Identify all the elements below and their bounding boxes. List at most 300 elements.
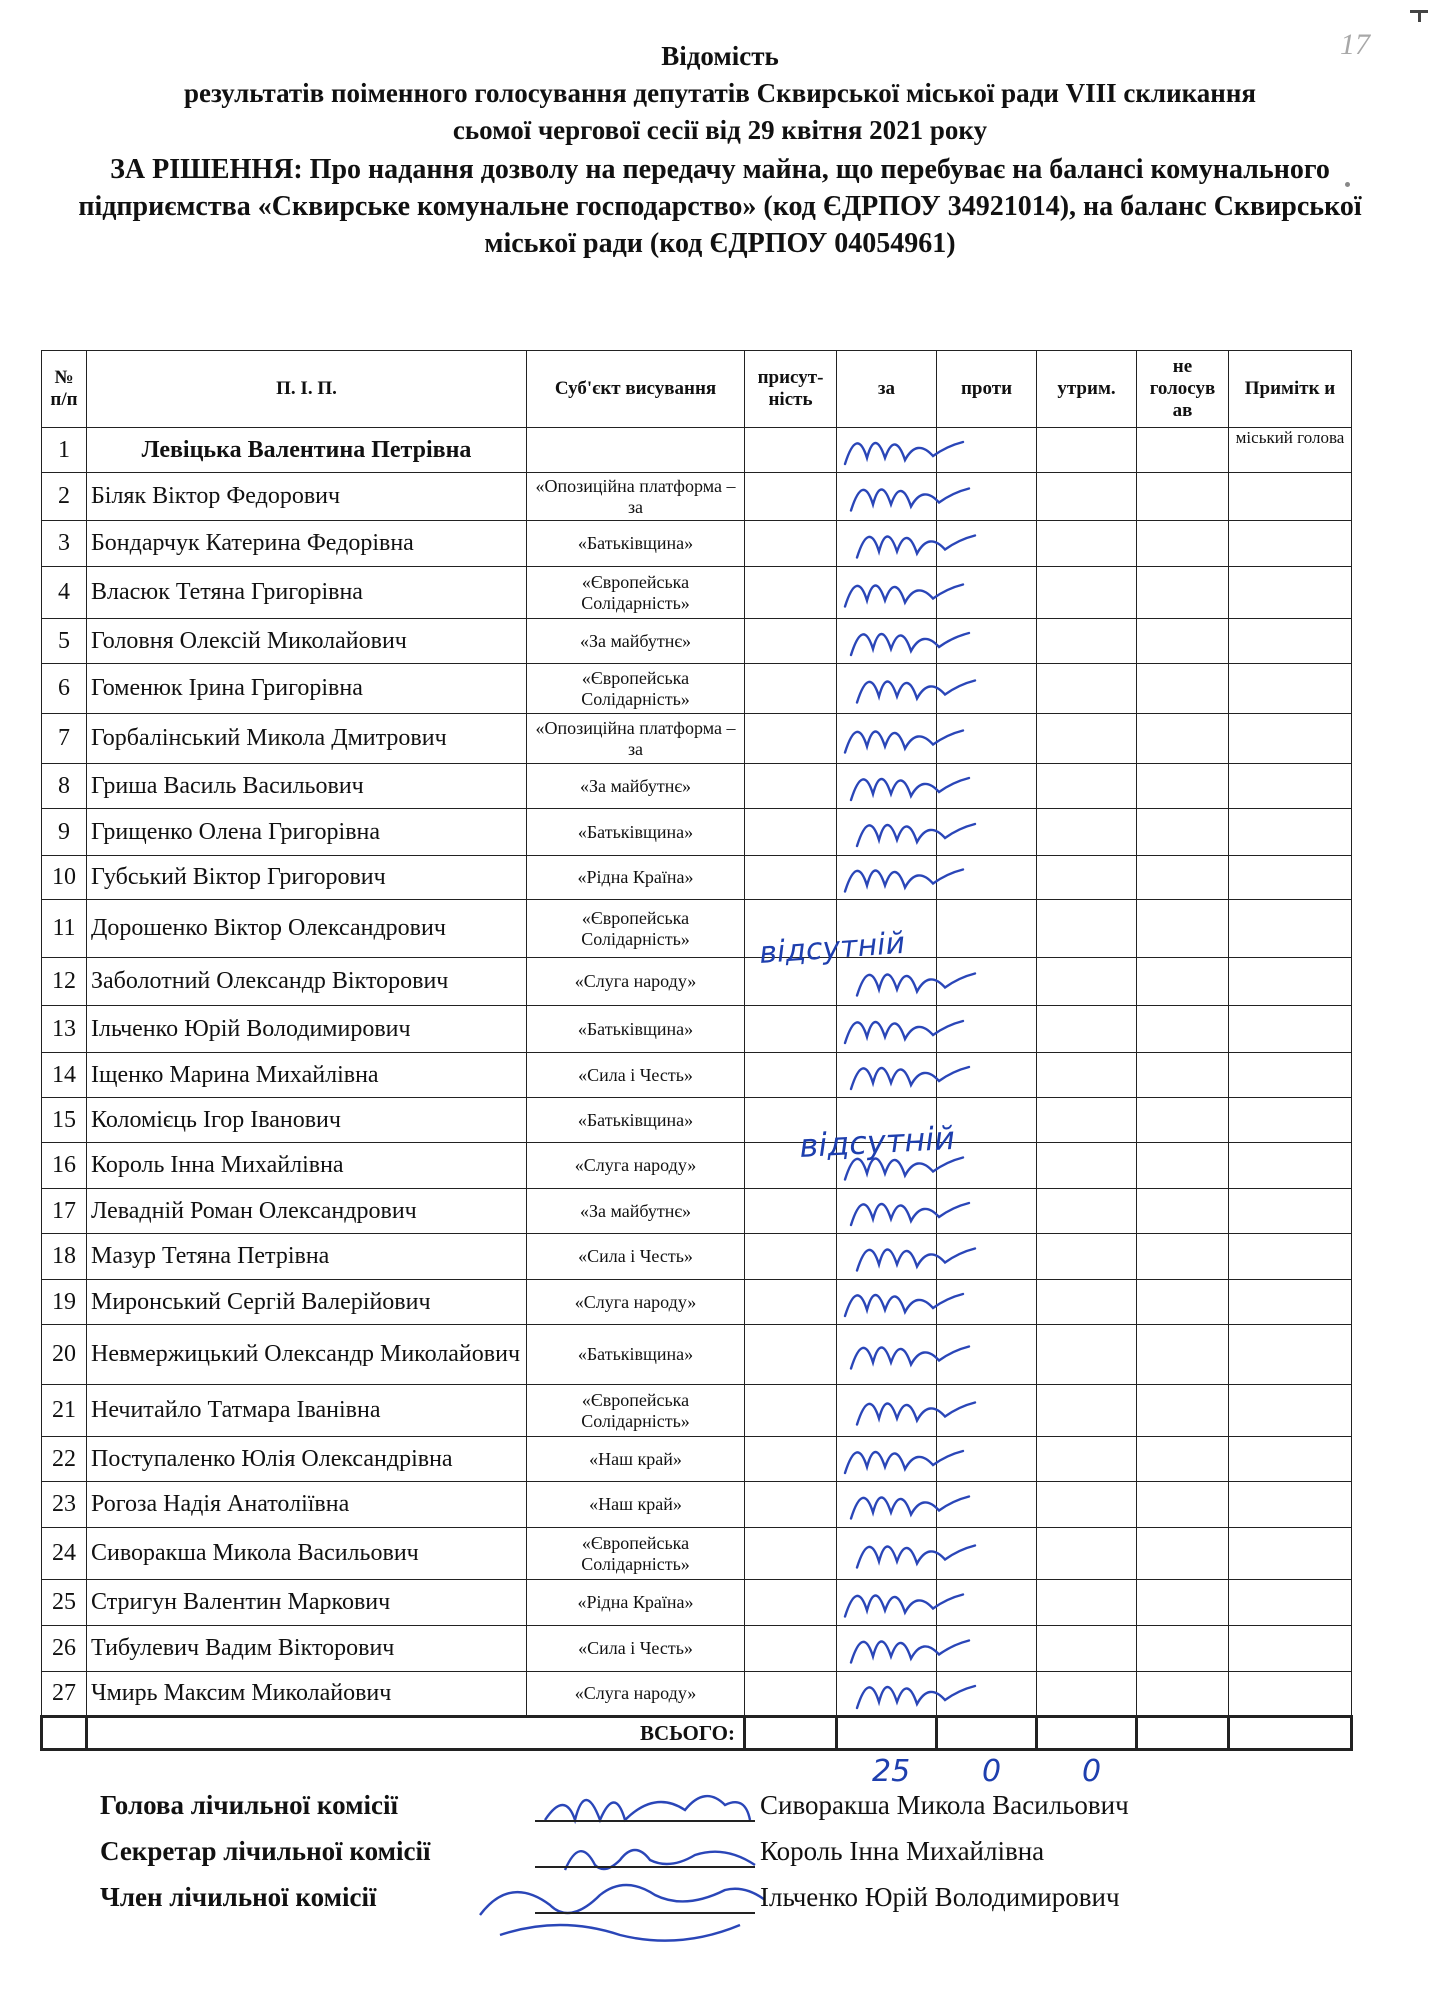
notes-cell <box>1229 809 1352 856</box>
row-number: 15 <box>42 1098 87 1143</box>
vote-abstain-cell <box>1037 619 1137 664</box>
vote-for-cell <box>837 1325 937 1385</box>
nominating-party <box>527 428 745 473</box>
nominating-party: «Сила і Честь» <box>527 1234 745 1280</box>
present-cell <box>745 619 837 664</box>
total-not-voted <box>1137 1717 1229 1750</box>
total-notes <box>1229 1717 1352 1750</box>
page-number: 17 <box>1340 28 1370 61</box>
session-line: сьомої чергової сесії від 29 квітня 2021 року <box>452 115 988 145</box>
vote-abstain-cell <box>1037 1672 1137 1717</box>
nominating-party: «За майбутнє» <box>527 619 745 664</box>
present-cell <box>745 1280 837 1325</box>
nominating-party: «Європейська Солідарність» <box>527 1385 745 1437</box>
chair-role: Голова лічильної комісії <box>100 1790 398 1820</box>
vote-abstain-cell <box>1037 900 1137 958</box>
vote-for-cell <box>837 1528 937 1580</box>
not-voted-cell <box>1137 1385 1229 1437</box>
vote-abstain-cell <box>1037 521 1137 567</box>
not-voted-cell <box>1137 619 1229 664</box>
vote-for-cell <box>837 664 937 714</box>
table-row <box>42 1385 1352 1437</box>
nominating-party: «Батьківщина» <box>527 809 745 856</box>
chair-name: Сиворакша Микола Васильович <box>760 1790 1129 1820</box>
vote-against-cell <box>937 1385 1037 1437</box>
row-number: 10 <box>42 856 87 900</box>
nominating-party: «Опозиційна платформа – за <box>527 473 745 521</box>
total-row <box>42 1717 1352 1750</box>
vote-for-cell <box>837 1626 937 1672</box>
present-cell <box>745 1006 837 1053</box>
present-cell <box>745 1325 837 1385</box>
row-number: 11 <box>42 900 87 958</box>
total-against-value: 0 <box>982 1754 1002 1789</box>
vote-for-cell <box>837 1437 937 1482</box>
col-header-for: за <box>837 351 937 428</box>
vote-abstain-cell <box>1037 1626 1137 1672</box>
deputy-name: Тибулевич Вадим Вікторович <box>87 1626 527 1672</box>
document-header <box>40 38 1400 262</box>
total-for-value: 25 <box>872 1754 911 1789</box>
deputy-name: Миронський Сергій Валерійович <box>87 1280 527 1325</box>
vote-abstain-cell <box>1037 1098 1137 1143</box>
deputy-name: Чмирь Максим Миколайович <box>87 1672 527 1717</box>
nominating-party: «Європейська Солідарність» <box>527 900 745 958</box>
row-number: 21 <box>42 1385 87 1437</box>
total-label: ВСЬОГО: <box>87 1717 745 1750</box>
member-name: Ільченко Юрій Володимирович <box>760 1882 1120 1912</box>
row-number: 8 <box>42 764 87 809</box>
vote-for-cell <box>837 1385 937 1437</box>
present-cell <box>745 1626 837 1672</box>
vote-against-cell <box>937 856 1037 900</box>
notes-cell <box>1229 1280 1352 1325</box>
vote-against-cell <box>937 521 1037 567</box>
deputy-name: Нечитайло Татмара Іванівна <box>87 1385 527 1437</box>
present-cell <box>745 567 837 619</box>
vote-against-cell <box>937 958 1037 1006</box>
secretary-signature-line <box>535 1866 755 1868</box>
present-cell <box>745 1189 837 1234</box>
nominating-party: «Батьківщина» <box>527 1098 745 1143</box>
vote-abstain-cell <box>1037 1006 1137 1053</box>
vote-for-cell <box>837 567 937 619</box>
vote-for-cell <box>837 428 937 473</box>
notes-cell <box>1229 900 1352 958</box>
notes-cell <box>1229 1098 1352 1143</box>
nominating-party: «Батьківщина» <box>527 1006 745 1053</box>
not-voted-cell <box>1137 428 1229 473</box>
deputy-name: Гоменюк Ірина Григорівна <box>87 664 527 714</box>
present-cell <box>745 1437 837 1482</box>
not-voted-cell <box>1137 1580 1229 1626</box>
table-row <box>42 1672 1352 1717</box>
table-row <box>42 1098 1352 1143</box>
vote-abstain-cell <box>1037 1189 1137 1234</box>
col-header-abstain: утрим. <box>1037 351 1137 428</box>
not-voted-cell <box>1137 1626 1229 1672</box>
row-number: 5 <box>42 619 87 664</box>
deputy-name: Ільченко Юрій Володимирович <box>87 1006 527 1053</box>
row-number: 26 <box>42 1626 87 1672</box>
notes-cell <box>1229 567 1352 619</box>
not-voted-cell <box>1137 473 1229 521</box>
vote-abstain-cell <box>1037 1143 1137 1189</box>
present-cell <box>745 1385 837 1437</box>
not-voted-cell <box>1137 1053 1229 1098</box>
vote-for-cell <box>837 1580 937 1626</box>
present-cell <box>745 1098 837 1143</box>
table-row <box>42 1053 1352 1098</box>
deputy-name: Грищенко Олена Григорівна <box>87 809 527 856</box>
not-voted-cell <box>1137 1437 1229 1482</box>
vote-against-cell <box>937 900 1037 958</box>
table-row <box>42 1280 1352 1325</box>
notes-cell <box>1229 1437 1352 1482</box>
table-row <box>42 764 1352 809</box>
vote-for-cell <box>837 473 937 521</box>
not-voted-cell <box>1137 1234 1229 1280</box>
table-row <box>42 809 1352 856</box>
row-number: 25 <box>42 1580 87 1626</box>
present-cell <box>745 809 837 856</box>
nominating-party: «За майбутнє» <box>527 764 745 809</box>
secretary-name: Король Інна Михайлівна <box>760 1836 1045 1866</box>
total-against <box>937 1717 1037 1750</box>
row-number: 16 <box>42 1143 87 1189</box>
present-cell <box>745 1482 837 1528</box>
vote-against-cell <box>937 714 1037 764</box>
vote-against-cell <box>937 664 1037 714</box>
nominating-party: «Рідна Країна» <box>527 1580 745 1626</box>
vote-for-cell <box>837 1672 937 1717</box>
nominating-party: «Опозиційна платформа – за <box>527 714 745 764</box>
vote-for-cell <box>837 900 937 958</box>
nominating-party: «Слуга народу» <box>527 958 745 1006</box>
notes-cell <box>1229 664 1352 714</box>
row-number: 20 <box>42 1325 87 1385</box>
vote-for-cell <box>837 856 937 900</box>
not-voted-cell <box>1137 809 1229 856</box>
vote-against-cell <box>937 1280 1037 1325</box>
row-number: 2 <box>42 473 87 521</box>
present-cell <box>745 764 837 809</box>
deputy-name: Бондарчук Катерина Федорівна <box>87 521 527 567</box>
notes-cell <box>1229 714 1352 764</box>
vote-against-cell <box>937 1189 1037 1234</box>
col-header-against: проти <box>937 351 1037 428</box>
present-cell <box>745 428 837 473</box>
row-number: 3 <box>42 521 87 567</box>
vote-for-cell <box>837 1053 937 1098</box>
vote-for-cell <box>837 1280 937 1325</box>
table-row <box>42 900 1352 958</box>
secretary-role: Секретар лічильної комісії <box>100 1836 431 1866</box>
document-subtitle: результатів поіменного голосування депутатів Сквирської міської ради VIII скликання <box>183 78 1257 108</box>
not-voted-cell <box>1137 1006 1229 1053</box>
vote-against-cell <box>937 1006 1037 1053</box>
vote-for-cell <box>837 1189 937 1234</box>
nominating-party: «Європейська Солідарність» <box>527 664 745 714</box>
vote-against-cell <box>937 1234 1037 1280</box>
vote-for-cell <box>837 619 937 664</box>
notes-cell: міський голова <box>1229 428 1352 473</box>
total-for <box>837 1717 937 1750</box>
vote-against-cell <box>937 428 1037 473</box>
vote-for-cell <box>837 764 937 809</box>
nominating-party: «Батьківщина» <box>527 521 745 567</box>
vote-for-cell <box>837 809 937 856</box>
table-row <box>42 1528 1352 1580</box>
not-voted-cell <box>1137 567 1229 619</box>
vote-for-cell <box>837 1482 937 1528</box>
voting-table <box>40 350 1353 1751</box>
present-cell <box>745 900 837 958</box>
table-row <box>42 619 1352 664</box>
notes-cell <box>1229 1234 1352 1280</box>
present-cell <box>745 1234 837 1280</box>
not-voted-cell <box>1137 900 1229 958</box>
col-header-present: присут-ність <box>745 351 837 428</box>
table-row <box>42 1482 1352 1528</box>
absent-note-row11: відсутній <box>758 925 907 971</box>
deputy-name: Коломієць Ігор Іванович <box>87 1098 527 1143</box>
vote-abstain-cell <box>1037 1482 1137 1528</box>
present-cell <box>745 958 837 1006</box>
signature-row-chair <box>100 1790 1350 1836</box>
row-number: 4 <box>42 567 87 619</box>
commission-signatures <box>100 1790 1350 1928</box>
notes-cell <box>1229 1482 1352 1528</box>
present-cell <box>745 521 837 567</box>
vote-for-cell <box>837 1234 937 1280</box>
notes-cell <box>1229 1580 1352 1626</box>
present-cell <box>745 1580 837 1626</box>
row-number: 7 <box>42 714 87 764</box>
vote-against-cell <box>937 1482 1037 1528</box>
vote-abstain-cell <box>1037 1528 1137 1580</box>
table-row <box>42 1437 1352 1482</box>
notes-cell <box>1229 473 1352 521</box>
table-row <box>42 1626 1352 1672</box>
row-number: 9 <box>42 809 87 856</box>
row-number: 14 <box>42 1053 87 1098</box>
vote-against-cell <box>937 619 1037 664</box>
not-voted-cell <box>1137 1098 1229 1143</box>
not-voted-cell <box>1137 1325 1229 1385</box>
nominating-party: «Слуга народу» <box>527 1672 745 1717</box>
total-abstain <box>1037 1717 1137 1750</box>
vote-abstain-cell <box>1037 1234 1137 1280</box>
deputy-name: Стригун Валентин Маркович <box>87 1580 527 1626</box>
deputy-name: Король Інна Михайлівна <box>87 1143 527 1189</box>
vote-against-cell <box>937 1528 1037 1580</box>
row-number: 23 <box>42 1482 87 1528</box>
nominating-party: «Наш край» <box>527 1482 745 1528</box>
nominating-party: «За майбутнє» <box>527 1189 745 1234</box>
table-row <box>42 958 1352 1006</box>
present-cell <box>745 1672 837 1717</box>
deputy-name: Сиворакша Микола Васильович <box>87 1528 527 1580</box>
vote-abstain-cell <box>1037 664 1137 714</box>
vote-against-cell <box>937 1053 1037 1098</box>
present-cell <box>745 664 837 714</box>
notes-cell <box>1229 1626 1352 1672</box>
row-number: 18 <box>42 1234 87 1280</box>
table-row <box>42 567 1352 619</box>
nominating-party: «Наш край» <box>527 1437 745 1482</box>
notes-cell <box>1229 1672 1352 1717</box>
table-row <box>42 1325 1352 1385</box>
total-abstain-value: 0 <box>1082 1754 1102 1789</box>
not-voted-cell <box>1137 958 1229 1006</box>
nominating-party: «Сила і Честь» <box>527 1053 745 1098</box>
deputy-name: Гриша Василь Васильович <box>87 764 527 809</box>
deputy-name: Поступаленко Юлія Олександрівна <box>87 1437 527 1482</box>
present-cell <box>745 1053 837 1098</box>
table-header-row <box>42 351 1352 428</box>
not-voted-cell <box>1137 764 1229 809</box>
not-voted-cell <box>1137 664 1229 714</box>
present-cell <box>745 1143 837 1189</box>
vote-for-cell <box>837 958 937 1006</box>
not-voted-cell <box>1137 1143 1229 1189</box>
deputy-name: Мазур Тетяна Петрівна <box>87 1234 527 1280</box>
row-number: 12 <box>42 958 87 1006</box>
vote-against-cell <box>937 809 1037 856</box>
present-cell <box>745 856 837 900</box>
table-row <box>42 856 1352 900</box>
not-voted-cell <box>1137 856 1229 900</box>
vote-abstain-cell <box>1037 473 1137 521</box>
notes-cell <box>1229 1325 1352 1385</box>
not-voted-cell <box>1137 1280 1229 1325</box>
vote-for-cell <box>837 1098 937 1143</box>
vote-abstain-cell <box>1037 1437 1137 1482</box>
notes-cell <box>1229 619 1352 664</box>
deputy-name: Біляк Віктор Федорович <box>87 473 527 521</box>
nominating-party: «Слуга народу» <box>527 1143 745 1189</box>
vote-abstain-cell <box>1037 764 1137 809</box>
notes-cell <box>1229 1006 1352 1053</box>
notes-cell <box>1229 764 1352 809</box>
present-cell <box>745 1528 837 1580</box>
member-signature-line <box>535 1912 755 1914</box>
vote-abstain-cell <box>1037 714 1137 764</box>
table-row <box>42 664 1352 714</box>
deputy-name: Губський Віктор Григорович <box>87 856 527 900</box>
table-row <box>42 1580 1352 1626</box>
table-row <box>42 473 1352 521</box>
vote-for-cell <box>837 1143 937 1189</box>
vote-abstain-cell <box>1037 1385 1137 1437</box>
present-cell <box>745 473 837 521</box>
deputy-name: Головня Олексій Миколайович <box>87 619 527 664</box>
total-empty-cell <box>42 1717 87 1750</box>
not-voted-cell <box>1137 1528 1229 1580</box>
table-row <box>42 714 1352 764</box>
table-row <box>42 428 1352 473</box>
present-cell <box>745 714 837 764</box>
vote-against-cell <box>937 1437 1037 1482</box>
vote-for-cell <box>837 714 937 764</box>
notes-cell <box>1229 521 1352 567</box>
nominating-party: «Слуга народу» <box>527 1280 745 1325</box>
vote-abstain-cell <box>1037 856 1137 900</box>
table-row <box>42 521 1352 567</box>
col-header-notes: Примітк и <box>1229 351 1352 428</box>
row-number: 1 <box>42 428 87 473</box>
vote-against-cell <box>937 1098 1037 1143</box>
notes-cell <box>1229 1189 1352 1234</box>
corner-mark <box>1410 10 1428 13</box>
vote-abstain-cell <box>1037 1580 1137 1626</box>
vote-against-cell <box>937 1672 1037 1717</box>
total-present <box>745 1717 837 1750</box>
col-header-number: № п/п <box>42 351 87 428</box>
deputy-name: Рогоза Надія Анатоліївна <box>87 1482 527 1528</box>
vote-against-cell <box>937 1580 1037 1626</box>
not-voted-cell <box>1137 1482 1229 1528</box>
table-row <box>42 1006 1352 1053</box>
deputy-name: Левадній Роман Олександрович <box>87 1189 527 1234</box>
vote-against-cell <box>937 1325 1037 1385</box>
col-header-not-voted: не голосув ав <box>1137 351 1229 428</box>
signature-row-member <box>100 1882 1350 1928</box>
notes-cell <box>1229 1528 1352 1580</box>
not-voted-cell <box>1137 1189 1229 1234</box>
document-title: Відомість <box>661 41 779 71</box>
table-row <box>42 1143 1352 1189</box>
vote-abstain-cell <box>1037 1325 1137 1385</box>
vote-abstain-cell <box>1037 567 1137 619</box>
row-number: 6 <box>42 664 87 714</box>
notes-cell <box>1229 856 1352 900</box>
row-number: 17 <box>42 1189 87 1234</box>
notes-cell <box>1229 1053 1352 1098</box>
deputy-name: Дорошенко Віктор Олександрович <box>87 900 527 958</box>
not-voted-cell <box>1137 714 1229 764</box>
vote-against-cell <box>937 1143 1037 1189</box>
vote-against-cell <box>937 567 1037 619</box>
vote-against-cell <box>937 473 1037 521</box>
col-header-name: П. І. П. <box>87 351 527 428</box>
vote-abstain-cell <box>1037 958 1137 1006</box>
signature-row-secretary <box>100 1836 1350 1882</box>
vote-abstain-cell <box>1037 1053 1137 1098</box>
not-voted-cell <box>1137 1672 1229 1717</box>
row-number: 22 <box>42 1437 87 1482</box>
row-number: 24 <box>42 1528 87 1580</box>
table-row <box>42 1234 1352 1280</box>
deputy-name: Заболотний Олександр Вікторович <box>87 958 527 1006</box>
vote-for-cell <box>837 1006 937 1053</box>
absent-note-row15: відсутній <box>798 1118 956 1165</box>
nominating-party: «Батьківщина» <box>527 1325 745 1385</box>
vote-abstain-cell <box>1037 1280 1137 1325</box>
nominating-party: «Європейська Солідарність» <box>527 1528 745 1580</box>
row-number: 19 <box>42 1280 87 1325</box>
chair-signature-line <box>535 1820 755 1822</box>
notes-cell <box>1229 958 1352 1006</box>
not-voted-cell <box>1137 521 1229 567</box>
member-role: Член лічильної комісії <box>100 1882 377 1912</box>
vote-abstain-cell <box>1037 428 1137 473</box>
table-row <box>42 1189 1352 1234</box>
decision-text: ЗА РІШЕННЯ: Про надання дозволу на передачу майна, що перебуває на балансі комунального підприємства «Сквирське комунальне господарство» (код ЄДРПОУ 34921014), на баланс Сквирської міської ради (код ЄДРПОУ 04054961) <box>78 154 1362 259</box>
deputy-name: Левіцька Валентина Петрівна <box>87 428 527 473</box>
nominating-party: «Сила і Честь» <box>527 1626 745 1672</box>
